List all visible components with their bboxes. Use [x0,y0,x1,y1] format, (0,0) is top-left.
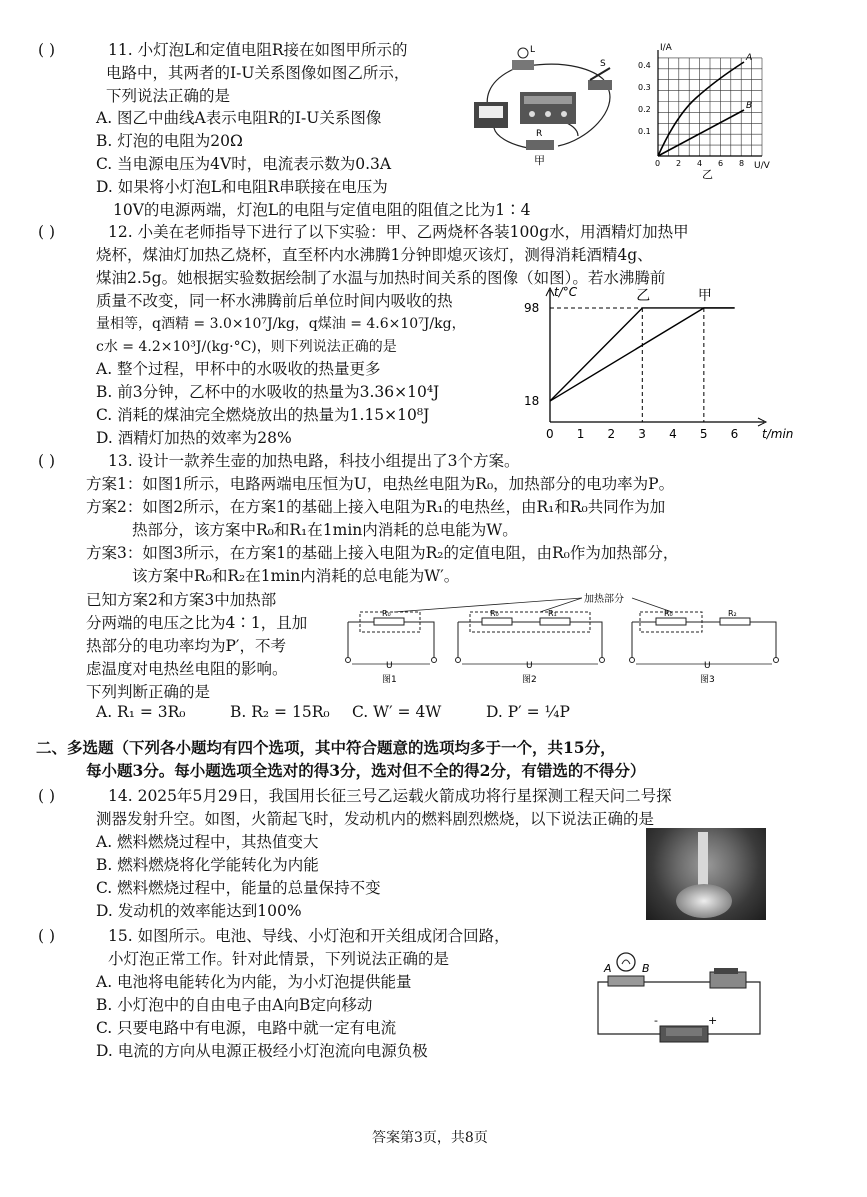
q14-option-b: B. 燃料燃烧将化学能转化为内能 [96,856,319,874]
q11-stem-line-1: 11. 小灯泡L和定值电阻R接在如图甲所示的 [108,41,408,59]
q15-option-b: B. 小灯泡中的自由电子由A向B定向移动 [96,996,373,1014]
q11-circuit-figure-jia [468,40,628,168]
q13-plan-2-cont: 热部分，该方案中R₀和R₁在1min内消耗的总电能为W。 [132,521,518,539]
q15-plus: + [708,1014,718,1027]
section-2-heading: 二、多选题（下列各小题均有四个选项，其中符合题意的选项均多于一个，共15分， [36,738,616,757]
q13-condition-3: 热部分的电功率均为P′，不考 [86,637,286,655]
q15-minus: - [654,1014,658,1027]
q12-stem-line-5: 量相等，q酒精 = 3.0×10⁷J/kg，q煤油 = 4.6×10⁷J/kg， [96,316,466,332]
q15-option-a: A. 电池将电能转化为内能，为小灯泡提供能量 [96,973,412,991]
q11-yi-xtick-4: 8 [739,159,745,168]
q14-paren: ( ) [38,787,56,805]
switch-icon [588,80,612,90]
q12-stem-line-4: 质量不改变，同一杯水沸腾前后单位时间内吸收的热 [96,292,453,310]
q11-yi-xtick-2: 4 [697,159,703,168]
q13-paren: ( ) [38,452,56,470]
q12-stem-line-1: 12. 小美在老师指导下进行了以下实验：甲、乙两烧杯各装100g水，用酒精灯加热甲 [108,223,689,241]
fig2-u-label: U [526,661,533,671]
fig2-resistor-r0 [482,618,512,625]
q11-yi-curve-a: A [746,53,753,63]
q15-paren: ( ) [38,927,56,945]
fig1-caption: 图1 [382,675,397,685]
chart-xtick: 3 [638,427,646,441]
q12-stem-line-6: c水 = 4.2×10³J/(kg·°C)，则下列说法正确的是 [96,339,397,355]
q11-yi-ytick-1: 0.3 [638,83,651,92]
q11-label-r: R [536,129,543,139]
q15-stem-line-2: 小灯泡正常工作。针对此情景，下列说法正确的是 [108,950,450,968]
fig3-r0-label: R₀ [664,609,673,618]
chart-ytick: 98 [524,300,540,315]
q11-yi-xtick-0: 0 [655,159,661,168]
q14-option-c: C. 燃料燃烧过程中，能量的总量保持不变 [96,879,381,897]
fig3-r2-label: R₂ [728,609,737,618]
q15-label-b: B [642,962,650,975]
chart-ytick: 18 [524,394,540,409]
q13-option-d: D. P′ = ¼P [486,703,570,721]
q11-stem-line-2: 电路中，其两者的I-U关系图像如图乙所示， [106,64,410,82]
temperature-time-chart [520,282,794,442]
q13-condition-1: 已知方案2和方案3中加热部 [86,591,277,609]
q11-yi-xtick-1: 2 [676,159,682,168]
chart-xtick: 6 [730,427,739,441]
q11-label-l: L [530,45,536,55]
q15-circuit-figure [592,948,768,1048]
series-name-label: 乙 [636,287,651,304]
q11-paren: ( ) [38,41,56,59]
q11-yi-ytick-0: 0.4 [638,61,651,70]
fig3-resistor-r0 [656,618,686,625]
section-2-heading-cont: 每小题3分。每小题选项全选对的得3分，选对但不全的得2分，有错选的不得分） [86,761,646,780]
fig1-resistor-r0 [374,618,404,625]
q12-option-d: D. 酒精灯加热的效率为28% [96,429,292,447]
chart-xtick: 2 [607,427,616,441]
q14-option-d: D. 发动机的效率能达到100% [96,902,302,920]
q12-option-c: C. 消耗的煤油完全燃烧放出的热量为1.15×10⁸J [96,406,430,424]
q11-option-a: A. 图乙中曲线A表示电阻R的I-U关系图像 [96,109,382,127]
q12-option-a: A. 整个过程，甲杯中的水吸收的热量更多 [96,360,381,378]
q13-plan-3-cont: 该方案中R₀和R₂在1min内消耗的总电能为W′。 [132,567,460,585]
q11-stem-line-3: 下列说法正确的是 [106,87,231,105]
q13-condition-5: 下列判断正确的是 [86,683,211,701]
q11-yi-caption: 乙 [702,168,713,181]
chart-xlabel: t/min [762,427,794,441]
q14-option-a: A. 燃料燃烧过程中，其热值变大 [96,833,319,851]
rocket-launch-photo [646,828,766,920]
q14-stem-line-1: 14. 2025年5月29日，我国用长征三号乙运载火箭成功将行星探测工程天问二号探 [108,787,672,805]
q12-paren: ( ) [38,223,56,241]
fig1-r0-label: R₀ [382,609,391,618]
q11-option-d-cont: 10V的电源两端，灯泡L的电阻与定值电阻的阻值之比为1∶4 [113,201,531,219]
q13-circuit-figures [340,588,790,688]
chart-ylabel: t/°C [554,285,578,299]
q15-option-c: C. 只要电路中有电源，电路中就一定有电流 [96,1019,397,1037]
page-footer: 答案第3页，共8页 [372,1130,488,1146]
q11-yi-ylabel: I/A [660,43,672,53]
q12-option-b: B. 前3分钟，乙杯中的水吸收的热量为3.36×10⁴J [96,383,440,401]
q11-option-b: B. 灯泡的电阻为20Ω [96,132,243,150]
fig2-caption: 图2 [522,675,537,685]
q11-yi-curve-b: B [746,101,753,111]
q13-stem-line-1: 13. 设计一款养生壶的加热电路，科技小组提出了3个方案。 [108,452,520,470]
fig1-u-label: U [386,661,393,671]
q12-stem-line-3: 煤油2.5g。她根据实验数据绘制了水温与加热时间关系的图像（如图）。若水沸腾前 [96,269,666,287]
q13-plan-2: 方案2：如图2所示，在方案1的基础上接入电阻为R₁的电热丝，由R₁和R₀共同作为加 [86,498,666,516]
q11-fig-jia-caption: 甲 [534,154,545,167]
q13-condition-4: 虑温度对电热丝电阻的影响。 [86,660,288,678]
series-name-label: 甲 [697,287,712,304]
chart-xtick: 0 [546,427,554,441]
q11-option-d: D. 如果将小灯泡L和电阻R串联接在电压为 [96,178,388,196]
fig3-resistor-r2 [720,618,750,625]
q11-yi-xlabel: U/V [754,161,770,171]
bulb-icon [617,953,635,971]
q11-yi-ytick-3: 0.1 [638,127,651,136]
chart-xtick: 1 [576,427,585,441]
q15-option-d: D. 电流的方向从电源正极经小灯泡流向电源负极 [96,1042,428,1060]
q11-option-c: C. 当电源电压为4V时，电流表示数为0.3A [96,155,392,173]
q14-stem-line-2: 测器发射升空。如图，火箭起飞时，发动机内的燃料剧烈燃烧，以下说法正确的是 [96,810,655,828]
q11-yi-ytick-2: 0.2 [638,105,651,114]
heating-part-label: 加热部分 [584,594,624,605]
fig3-caption: 图3 [700,675,715,685]
chart-xtick: 5 [699,427,708,441]
q11-yi-xtick-3: 6 [718,159,724,168]
q13-option-c: C. W′ = 4W [352,703,442,721]
q15-label-a: A [604,962,612,975]
chart-xtick: 4 [669,427,677,441]
resistor-icon [526,140,554,150]
q13-plan-1: 方案1：如图1所示，电路两端电压恒为U，电热丝电阻为R₀，加热部分的电功率为P。 [86,475,675,493]
q13-plan-3: 方案3：如图3所示，在方案1的基础上接入电阻为R₂的定值电阻，由R₀作为加热部分， [86,544,679,562]
switch-icon [710,972,746,988]
q11-iu-graph-yi [636,40,776,180]
q13-option-b: B. R₂ = 15R₀ [230,703,330,721]
q13-condition-2: 分两端的电压之比为4∶1，且加 [86,614,308,632]
q13-option-a: A. R₁ = 3R₀ [96,703,186,721]
fig2-r1-label: R₁ [548,609,557,618]
q12-stem-line-2: 烧杯，煤油灯加热乙烧杯，直至杯内水沸腾1分钟即熄灭该灯，测得消耗酒精4g、 [96,246,653,264]
fig2-r0-label: R₀ [490,609,499,618]
q11-label-s: S [600,59,606,69]
q15-stem-line-1: 15. 如图所示。电池、导线、小灯泡和开关组成闭合回路， [108,927,510,945]
lamp-icon [518,48,528,58]
fig3-u-label: U [704,661,711,671]
fig2-resistor-r1 [540,618,570,625]
